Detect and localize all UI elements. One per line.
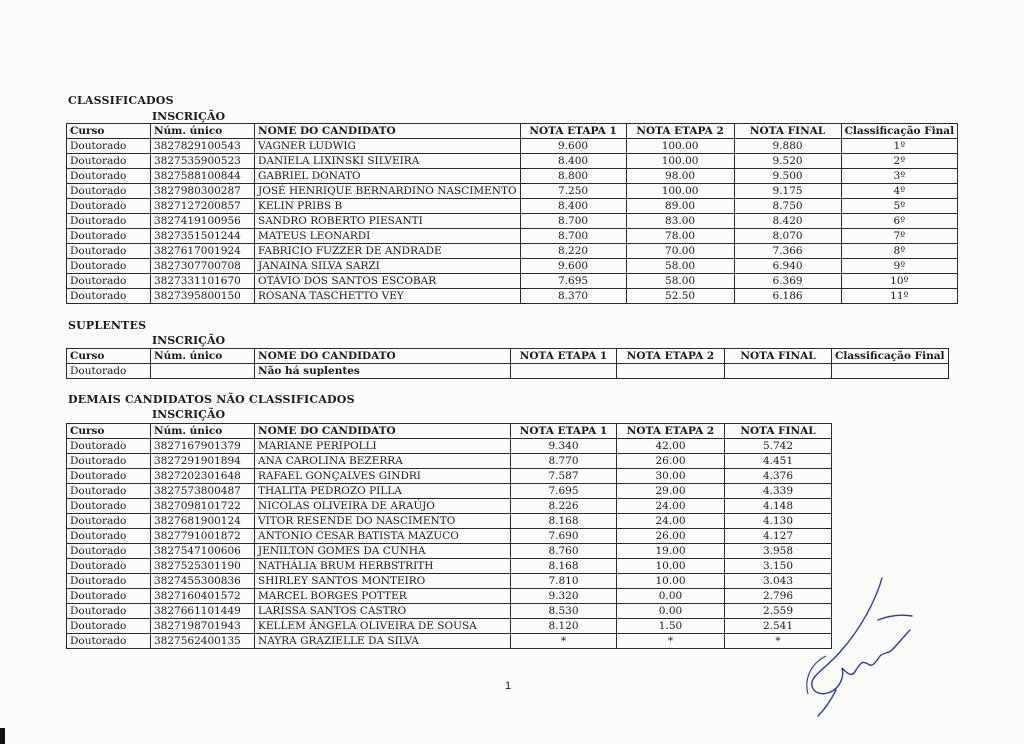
table-cell: 8.168 [511,559,617,574]
section-title-nao-classificados: DEMAIS CANDIDATOS NÃO CLASSIFICADOS [68,393,355,406]
table-cell: Doutorado [67,514,151,529]
table-cell: 3827351501244 [151,229,255,244]
table-cell: ROSANA TASCHETTO VEY [255,289,521,304]
table-cell: 7.250 [520,184,626,199]
table-row [67,499,832,514]
table-cell: Doutorado [67,139,151,154]
table-cell: ANA CAROLINA BEZERRA [255,454,511,469]
column-header: NOTA ETAPA 1 [511,349,617,364]
column-header: Curso [67,124,151,139]
table-cell: JENILTON GOMES DA CUNHA [255,544,511,559]
table-cell: 42.00 [617,439,725,454]
table-cell: 24.00 [617,499,725,514]
column-header: NOTA ETAPA 2 [626,124,734,139]
table-cell: 9.500 [734,169,841,184]
table-cell [151,364,255,379]
column-header: NOME DO CANDIDATO [255,124,521,139]
table-cell: 7.695 [520,274,626,289]
table-row [67,214,958,229]
table-cell: 3827395800150 [151,289,255,304]
table-cell: 3827681900124 [151,514,255,529]
table-cell: 9.175 [734,184,841,199]
table-cell: 1º [841,139,958,154]
table-cell [617,364,725,379]
table-cell: NAYRA GRAZIELLE DA SILVA [255,634,511,649]
table-cell: 9.880 [734,139,841,154]
table-cell: 8.420 [734,214,841,229]
table-cell: 26.00 [617,529,725,544]
table-row [67,274,958,289]
column-header: NOTA ETAPA 2 [617,349,725,364]
column-header: NOTA ETAPA 2 [617,424,725,439]
table-cell: JOSÉ HENRIQUE BERNARDINO NASCIMENTO [255,184,521,199]
scan-edge-mark [0,728,5,744]
table-cell: 7.690 [511,529,617,544]
table-cell: 7.587 [511,469,617,484]
table-cell: 4.130 [725,514,832,529]
table-cell: 3827419100956 [151,214,255,229]
table-cell: 10.00 [617,574,725,589]
table-cell: 30.00 [617,469,725,484]
table-row [67,559,832,574]
table-cell: 7.695 [511,484,617,499]
table-cell: Doutorado [67,214,151,229]
table-cell: 8.700 [520,229,626,244]
table-cell: 8.760 [511,544,617,559]
table-cell: 9º [841,259,958,274]
table-cell: Não há suplentes [255,364,511,379]
table-cell: 70.00 [626,244,734,259]
table-row [67,604,832,619]
table-cell: 3827160401572 [151,589,255,604]
inscricao-label-suplentes: INSCRIÇÃO [152,334,226,347]
table-cell: Doutorado [67,604,151,619]
table-row [67,244,958,259]
column-header: Classificação Final [832,349,949,364]
table-cell: 9.600 [520,139,626,154]
table-row [67,184,958,199]
table-cell: 0.00 [617,589,725,604]
table-cell: Doutorado [67,619,151,634]
table-cell: 3827202301648 [151,469,255,484]
column-header: Curso [67,424,151,439]
classificados-table [66,123,958,304]
table-cell: 8.400 [520,154,626,169]
table-cell: 3827525301190 [151,559,255,574]
table-cell: * [725,634,832,649]
table-cell: Doutorado [67,484,151,499]
table-cell: 3827455300836 [151,574,255,589]
table-cell: RAFAEL GONÇALVES GINDRI [255,469,511,484]
table-cell: JANAINA SILVA SARZI [255,259,521,274]
table-cell: VAGNER LUDWIG [255,139,521,154]
table-cell: THALITA PEDROZO PILLA [255,484,511,499]
table-cell: 4.339 [725,484,832,499]
table-cell [511,364,617,379]
table-cell: 3827291901894 [151,454,255,469]
table-cell: GABRIEL DONATO [255,169,521,184]
table-cell: DANIELA LIXINSKI SILVEIRA [255,154,521,169]
table-cell: Doutorado [67,469,151,484]
table-cell: SHIRLEY SANTOS MONTEIRO [255,574,511,589]
table-cell: 3827535900523 [151,154,255,169]
table-cell: 3827331101670 [151,274,255,289]
table-cell: 8.700 [520,214,626,229]
table-cell: 83.00 [626,214,734,229]
table-row [67,574,832,589]
table-cell: Doutorado [67,529,151,544]
table-cell: Doutorado [67,289,151,304]
table-cell: 3.043 [725,574,832,589]
table-cell: 9.320 [511,589,617,604]
table-cell: 1.50 [617,619,725,634]
table-cell: 3827098101722 [151,499,255,514]
table-row [67,199,958,214]
table-cell: 2.559 [725,604,832,619]
table-cell: 11º [841,289,958,304]
table-cell: 52.50 [626,289,734,304]
column-header: Núm. único [151,349,255,364]
table-row [67,154,958,169]
table-row [67,259,958,274]
table-cell: Doutorado [67,184,151,199]
table-cell: 9.600 [520,259,626,274]
column-header: NOTA FINAL [725,424,832,439]
table-cell: 10.00 [617,559,725,574]
table-row [67,544,832,559]
table-cell: Doutorado [67,259,151,274]
table-cell: 9.520 [734,154,841,169]
table-cell: MATEUS LEONARDI [255,229,521,244]
table-cell: * [617,634,725,649]
table-cell: Doutorado [67,274,151,289]
table-cell: 3827661101449 [151,604,255,619]
table-cell: 10º [841,274,958,289]
table-cell: 4.127 [725,529,832,544]
section-title-suplentes: SUPLENTES [68,319,147,332]
table-cell: 2º [841,154,958,169]
signature-mark [790,570,930,720]
table-row [67,139,958,154]
table-row [67,289,958,304]
page-number: 1 [505,680,512,692]
table-row [67,634,832,649]
table-row [67,484,832,499]
column-header: NOME DO CANDIDATO [255,424,511,439]
table-cell: VITOR RESENDE DO NASCIMENTO [255,514,511,529]
table-cell: 89.00 [626,199,734,214]
table-cell: 26.00 [617,454,725,469]
inscricao-label-nao-classificados: INSCRIÇÃO [152,408,226,421]
table-cell: 4º [841,184,958,199]
table-cell: Doutorado [67,169,151,184]
table-row [67,469,832,484]
table-cell: 100.00 [626,154,734,169]
column-header: NOTA ETAPA 1 [520,124,626,139]
table-cell: 8º [841,244,958,259]
table-cell: 78.00 [626,229,734,244]
table-cell: 4.376 [725,469,832,484]
table-cell: 58.00 [626,259,734,274]
table-row [67,229,958,244]
column-header: Núm. único [151,124,255,139]
table-row [67,364,949,379]
table-header-row [67,124,958,139]
table-cell: 24.00 [617,514,725,529]
table-cell: 8.168 [511,514,617,529]
table-header-row [67,349,949,364]
table-cell: KELLEM ÂNGELA OLIVEIRA DE SOUSA [255,619,511,634]
table-cell: 3827588100844 [151,169,255,184]
column-header: NOTA FINAL [725,349,832,364]
table-cell: Doutorado [67,364,151,379]
table-cell: 19.00 [617,544,725,559]
column-header: NOME DO CANDIDATO [255,349,511,364]
table-cell: 7.810 [511,574,617,589]
table-cell [725,364,832,379]
table-cell: 4.148 [725,499,832,514]
table-cell: 3827547100606 [151,544,255,559]
table-cell: Doutorado [67,499,151,514]
suplentes-table [66,348,949,379]
table-cell: MARIANE PERIPOLLI [255,439,511,454]
table-cell: NATHÁLIA BRUM HERBSTRITH [255,559,511,574]
table-cell: Doutorado [67,454,151,469]
table-cell: 3827617001924 [151,244,255,259]
table-cell: 6.940 [734,259,841,274]
table-cell: 3.958 [725,544,832,559]
table-cell: Doutorado [67,544,151,559]
nao-classificados-table [66,423,832,649]
table-cell: 6.369 [734,274,841,289]
table-cell: 2.796 [725,589,832,604]
table-cell: Doutorado [67,154,151,169]
table-cell: 7º [841,229,958,244]
table-cell: 8.530 [511,604,617,619]
table-row [67,169,958,184]
table-cell: KELIN PRIBS B [255,199,521,214]
table-cell: Doutorado [67,229,151,244]
table-cell: 8.370 [520,289,626,304]
table-header-row [67,424,832,439]
table-cell: Doutorado [67,199,151,214]
table-cell: 8.120 [511,619,617,634]
table-cell: Doutorado [67,559,151,574]
table-cell: 8.750 [734,199,841,214]
table-cell: 3827198701943 [151,619,255,634]
table-cell: 0.00 [617,604,725,619]
table-cell: MARCEL BORGES POTTER [255,589,511,604]
table-cell: 2.541 [725,619,832,634]
table-cell: 3827829100543 [151,139,255,154]
table-row [67,619,832,634]
table-cell [832,364,949,379]
column-header: NOTA ETAPA 1 [511,424,617,439]
table-cell: 3827127200857 [151,199,255,214]
table-cell: 9.340 [511,439,617,454]
table-cell: 5.742 [725,439,832,454]
table-row [67,589,832,604]
column-header: Classificação Final [841,124,958,139]
table-cell: Doutorado [67,634,151,649]
column-header: Curso [67,349,151,364]
table-cell: 3827562400135 [151,634,255,649]
table-cell: SANDRO ROBERTO PIESANTI [255,214,521,229]
table-cell: * [511,634,617,649]
table-row [67,514,832,529]
table-cell: Doutorado [67,574,151,589]
table-cell: 5º [841,199,958,214]
table-cell: Doutorado [67,244,151,259]
table-row [67,529,832,544]
table-cell: 8.220 [520,244,626,259]
column-header: NOTA FINAL [734,124,841,139]
table-cell: 100.00 [626,184,734,199]
table-cell: 3º [841,169,958,184]
table-cell: 3827573800487 [151,484,255,499]
table-row [67,454,832,469]
inscricao-label-classificados: INSCRIÇÃO [152,110,226,123]
table-cell: 8.770 [511,454,617,469]
table-cell: 6.186 [734,289,841,304]
table-cell: 3827980300287 [151,184,255,199]
table-cell: 8.800 [520,169,626,184]
table-cell: LARISSA SANTOS CASTRO [255,604,511,619]
table-cell: 29.00 [617,484,725,499]
table-cell: Doutorado [67,589,151,604]
table-cell: 98.00 [626,169,734,184]
table-cell: 4.451 [725,454,832,469]
table-cell: 3827791001872 [151,529,255,544]
table-cell: FABRICIO FUZZER DE ANDRADE [255,244,521,259]
table-cell: 58.00 [626,274,734,289]
table-cell: OTÁVIO DOS SANTOS ESCOBAR [255,274,521,289]
table-cell: 8.226 [511,499,617,514]
table-cell: 8.400 [520,199,626,214]
table-cell: 3.150 [725,559,832,574]
table-cell: ANTONIO CESAR BATISTA MAZUCO [255,529,511,544]
section-title-classificados: CLASSIFICADOS [68,94,174,107]
table-cell: 3827307700708 [151,259,255,274]
table-cell: 100.00 [626,139,734,154]
table-cell: 3827167901379 [151,439,255,454]
table-cell: 8.070 [734,229,841,244]
table-cell: NICOLAS OLIVEIRA DE ARAÚJO [255,499,511,514]
column-header: Núm. único [151,424,255,439]
table-cell: 7.366 [734,244,841,259]
table-row [67,439,832,454]
table-cell: Doutorado [67,439,151,454]
table-cell: 6º [841,214,958,229]
